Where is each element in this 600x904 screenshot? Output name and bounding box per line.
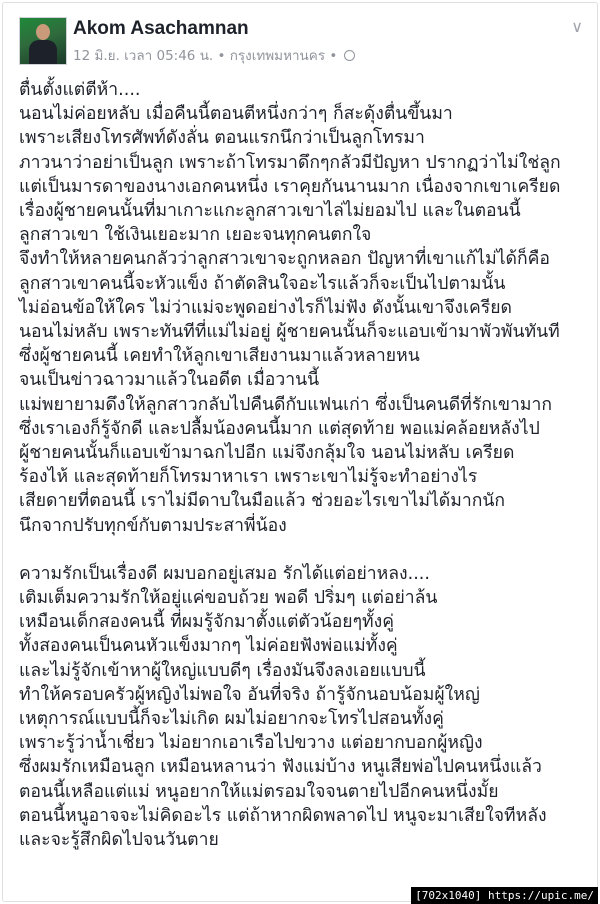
post-line: เพราะรู้ว่าน้ำเชี่ยว ไม่อยากเอาเรือไปขวาง แต่อยากบอกผู้หญิง (19, 733, 483, 754)
post-line: ทั้งสองคนเป็นคนหัวแข็งมากๆ ไม่ค่อยฟังพ่อแม่ทั้งคู่ (19, 636, 398, 657)
post-line: เรื่องผู้ชายคนนั้นที่มาเกาะแกะลูกสาวเขาไล่ไม่ยอมไป และในตอนนี้ (19, 201, 521, 222)
author-name[interactable]: Akom Asachamnan (73, 18, 249, 39)
post-line: ตื่นตั้งแต่ตีห้า.... (19, 80, 141, 100)
post-line: และจะรู้สึกผิดไปจนวันตาย (19, 830, 219, 851)
post-meta (73, 44, 355, 66)
post-line: ไม่อ่อนข้อให้ใคร ไม่ว่าแม่จะพูดอย่างไรก็ไม่ฟัง ดังนั้นเขาจึงเครียด (19, 297, 512, 318)
post-line: และไม่รู้จักเข้าหาผู้ใหญ่แบบดีๆ เรื่องมันจึงลงเอยแบบนี้ (19, 660, 426, 681)
post-line: ลูกสาวเขาคนนี้จะหัวแข็ง ถ้าตัดสินใจอะไรแล้วก็จะเป็นไปตามนั้น (19, 273, 506, 294)
post-line: ลูกสาวเขา ใช้เงินเยอะมาก เยอะจนทุกคนตกใจ (19, 225, 372, 246)
post-line: แม่พยายามดึงให้ลูกสาวกลับไปคืนดีกับแฟนเก่า ซึ่งเป็นคนดีที่รักเขามาก (19, 394, 552, 415)
globe-icon (344, 50, 355, 61)
post-line: แต่เป็นมารดาของนางเอกคนหนึ่ง เราคุยกันนานมาก เนื่องจากเขาเครียด (19, 176, 561, 197)
post-line: ซึ่งผมรักเหมือนลูก เหมือนหลานว่า ฟังแม่บ้าง หนูเสียพ่อไปคนหนึ่งแล้ว (19, 757, 542, 778)
post-paragraph-2 (19, 562, 589, 852)
post-line: เสียดายที่ตอนนี้ เราไม่มีดาบในมือแล้ว ช่วยอะไรเขาไม่ได้มากนัก (19, 491, 506, 512)
post-line: ทำให้ครอบครัวผู้หญิงไม่พอใจ อันที่จริง ถ้ารู้จักนอบน้อมผู้ใหญ่ (19, 684, 480, 705)
post-line: นึกจากปรับทุกข์กับตามประสาพี่น้อง (19, 515, 287, 536)
post-line: นอนไม่ค่อยหลับ เมื่อคืนนี้ตอนตีหนึ่งกว่าๆ ก็สะดุ้งตื่นขึ้นมา (19, 104, 453, 125)
post-line: เหมือนเด็กสองคนนี้ ที่ผมรู้จักมาตั้งแต่ตัวน้อยๆทั้งคู่ (19, 612, 394, 633)
avatar[interactable] (19, 17, 67, 65)
post-paragraph-1 (19, 78, 589, 538)
post-line: จึงทำให้หลายคนกลัวว่าลูกสาวเขาจะถูกหลอก ปัญหาที่เขาแก้ไม่ได้ก็คือ (19, 249, 550, 270)
post-line: ตอนนี้หนูอาจจะไม่คิดอะไร แต่ถ้าหากผิดพลาดไป หนูจะมาเสียใจทีหลัง (19, 805, 547, 826)
post-line: ซึ่งเราเองก็รู้จักดี และปลื้มน้องคนนี้มาก แต่สุดท้าย พอแม่คล้อยหลังไป (19, 418, 540, 439)
post-line: ภาวนาว่าอย่าเป็นลูก เพราะถ้าโทรมาดึกๆกลัวมีปัญหา ปรากฏว่าไม่ใช่ลูก (19, 152, 561, 173)
chevron-down-icon[interactable]: ∨ (571, 17, 583, 36)
post-header (19, 17, 587, 65)
post-line: ร้องไห้ และสุดท้ายก็โทรมาหาเรา เพราะเขาไม่รู้จะทำอย่างไร (19, 467, 478, 488)
post-body (19, 78, 589, 852)
post-line: นอนไม่หลับ เพราะทันทีที่แม่ไม่อยู่ ผู้ชายคนนั้นก็จะแอบเข้ามาพัวพันทันที (19, 322, 560, 343)
post-line: จนเป็นข่าวฉาวมาแล้วในอดีต เมื่อวานนี้ (19, 370, 320, 391)
post-line: ตอนนี้เหลือแต่แม่ หนูอยากให้แม่ตรอมใจจนตายไปอีกคนหนึ่งมั้ย (19, 781, 499, 802)
post-meta-text[interactable]: 12 มิ.ย. เวลา 05:46 น. • กรุงเทพมหานคร • (73, 48, 338, 64)
post-line: ซึ่งผู้ชายคนนี้ เคยทำให้ลูกเขาเสียงานมาแล้วหลายหน (19, 346, 420, 367)
post-line: ผู้ชายคนนั้นก็แอบเข้ามาฉกไปอีก แม่จึงกลุ้มใจ นอนไม่หลับ เครียด (19, 443, 515, 464)
watermark: [702x1040] https://upic.me/ (411, 887, 598, 904)
post-line: เพราะเสียงโทรศัพท์ดังลั่น ตอนแรกนึกว่าเป็นลูกโทรมา (19, 128, 425, 149)
post-card (2, 2, 598, 902)
post-line: เติมเต็มความรักให้อยู่แค่ขอบถ้วย พอดี ปริ่มๆ แต่อย่าล้น (19, 588, 438, 609)
post-line: ความรักเป็นเรื่องดี ผมบอกอยู่เสมอ รักได้แต่อย่าหลง.... (19, 563, 430, 584)
post-line: เหตุการณ์แบบนี้ก็จะไม่เกิด ผมไม่อยากจะโทรไปสอนทั้งคู่ (19, 709, 444, 730)
